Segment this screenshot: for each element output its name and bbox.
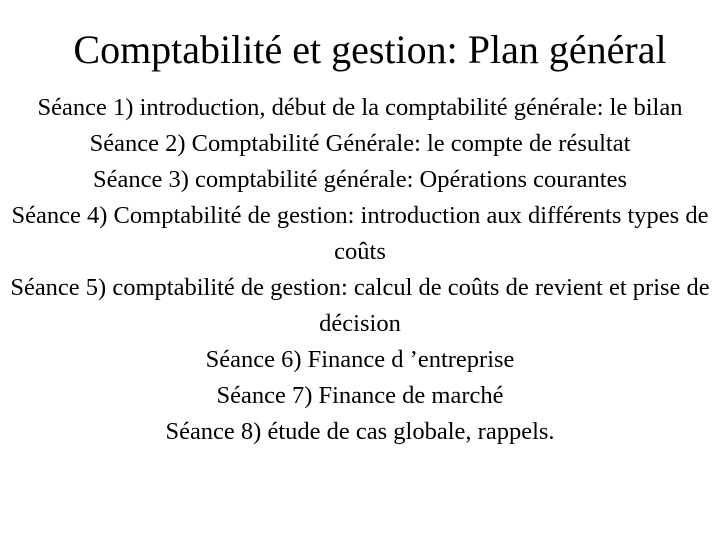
- session-item-6: Séance 6) Finance d ’entreprise: [205, 346, 515, 373]
- session-item-8: Séance 8) étude de cas globale, rappels.: [165, 418, 555, 445]
- session-item-3: Séance 3) comptabilité générale: Opérations courantes: [92, 166, 627, 193]
- session-item-5: Séance 5) comptabilité de gestion: calcul de coûts de revient et prise de décision: [10, 274, 710, 337]
- session-item-1: Séance 1) introduction, début de la comptabilité générale: le bilan: [37, 94, 683, 121]
- session-item-2: Séance 2) Comptabilité Générale: le compte de résultat: [89, 130, 631, 157]
- session-item-7: Séance 7) Finance de marché: [216, 382, 504, 409]
- session-list: [8, 90, 712, 450]
- slide-title: Comptabilité et gestion: Plan général: [73, 27, 667, 72]
- session-item-4: Séance 4) Comptabilité de gestion: introduction aux différents types de coûts: [11, 202, 709, 265]
